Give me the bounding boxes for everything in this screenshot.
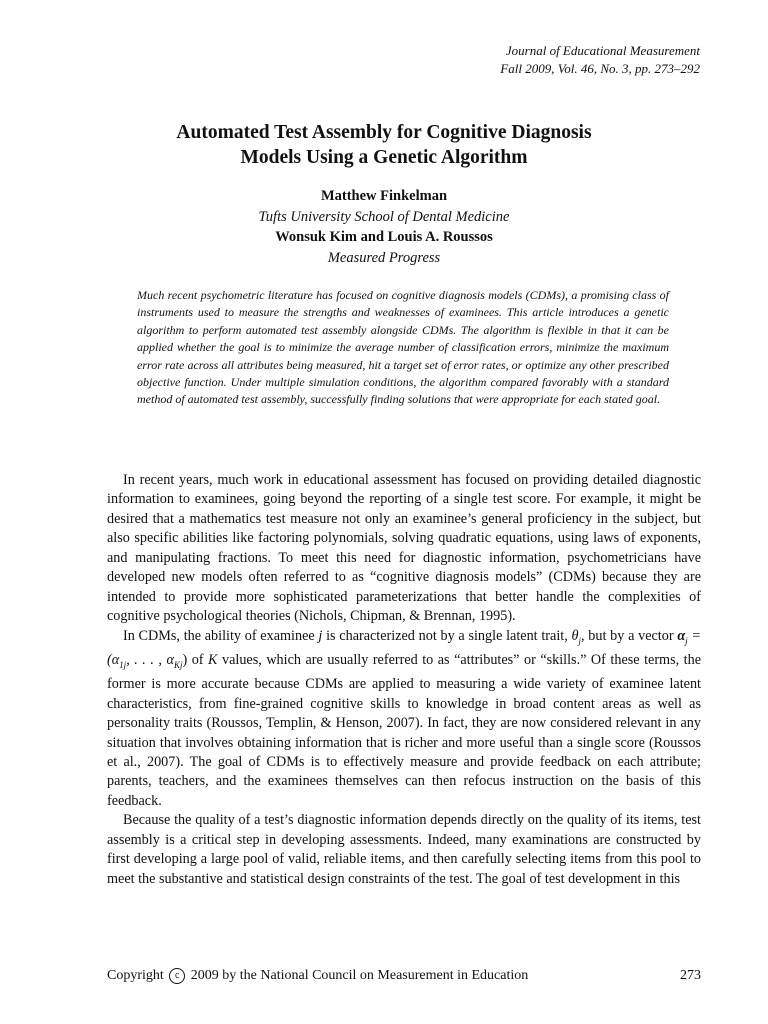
author-2: Wonsuk Kim and Louis A. Roussos: [275, 229, 493, 245]
author-block: [100, 186, 668, 268]
paragraph-2: In CDMs, the ability of examinee j is characterized not by a single latent trait, $\theta_j$, but by a vector $\alpha_j = (\alpha_{1j}$, . . . , $\alpha_{Kj}$) of K values, which are usually referred to as “attributes” or “skills.” Of these terms, the former is more accurate because CDMs are applied to measuring a wide variety of examinee latent characteristics, from fine-grained cognitive skills to knowledge in broad content areas as well as personality traits (Roussos, Templin, & Henson, 2007). In fact, they are now considered relevant in any situation that involves obtaining information that is richer and more useful than a single score (Roussos et al., 2007). The goal of CDMs is to effectively measure and provide feedback on each attribute; parents, teachers, and the examinees themselves can then refocus instruction on the basis of this feedback.: [107, 627, 702, 809]
title-line-1: Automated Test Assembly for Cognitive Diagnosis: [176, 122, 592, 143]
paragraph-1: In recent years, much work in educational assessment has focused on providing detailed diagnostic information to examinees, going beyond the reporting of a single test score. For example, it might be desired that a mathematics test measure not only an examinee’s general proficiency in the subject, but also specific abilities like factoring polynomials, solving quadratic equations, using laws of exponents, and manipulating fractions. To meet this need for diagnostic information, psychometricians have developed new models often referred to as “cognitive diagnosis models” (CDMs) because they are intended to provide more sophisticated parameterizations that better handle the complexities of cognitive psychological theories (Nichols, Chipman, & Brennan, 1995).: [107, 472, 701, 625]
abstract: [137, 287, 669, 409]
body-text: [107, 471, 701, 889]
copyright-notice: Copyright c 2009 by the National Council on Measurement in Education: [107, 968, 529, 983]
journal-name: Journal of Educational Measurement: [505, 43, 700, 58]
page-footer: [107, 966, 701, 986]
copyright-icon: c: [169, 968, 185, 984]
journal-header: [500, 42, 700, 78]
author-1: Matthew Finkelman: [320, 188, 448, 204]
page-number: 273: [680, 968, 701, 983]
article-title: [100, 120, 668, 170]
affiliation-2: Measured Progress: [327, 249, 441, 266]
journal-issue: Fall 2009, Vol. 46, No. 3, pp. 273–292: [500, 61, 700, 76]
affiliation-1: Tufts University School of Dental Medicine: [258, 208, 510, 225]
paragraph-3: Because the quality of a test’s diagnostic information depends directly on the quality of its items, test assembly is a critical step in developing assessments. Indeed, many examinations are constructed by first developing a large pool of valid, reliable items, and then carefully selecting items from this pool to meet the substantive and statistical design constraints of the test. The goal of test development in this: [107, 812, 701, 887]
title-line-2: Models Using a Genetic Algorithm: [240, 147, 528, 168]
abstract-text: Much recent psychometric literature has focused on cognitive diagnosis models (CDMs), a promising class of instruments used to measure the strengths and weaknesses of examinees. This article introduces a genetic algorithm to perform automated test assembly alongside CDMs. The algorithm is flexible in that it can be applied whether the goal is to minimize the average number of classification errors, minimize the maximum error rate across all attributes being measured, hit a target set of error rates, or optimize any other prescribed objective function. Under multiple simulation conditions, the algorithm compared favorably with a standard method of automated test assembly, successfully finding solutions that were appropriate for each stated goal.: [137, 288, 669, 407]
